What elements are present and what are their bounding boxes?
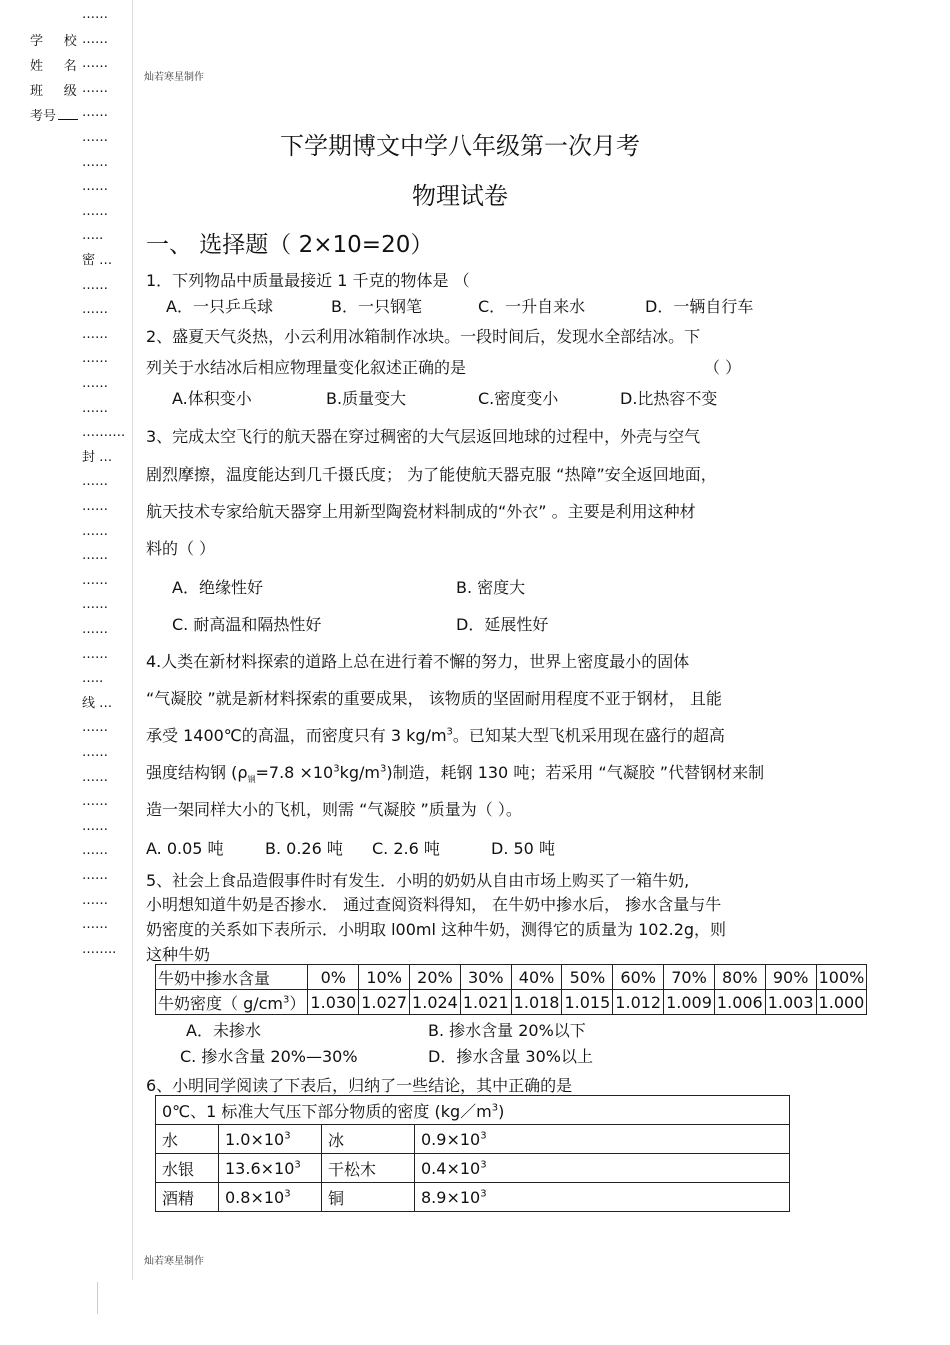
table-header-cell: 牛奶密度（ $g/cm^3$） [156, 990, 308, 1015]
table-cell: 1.000 [816, 990, 867, 1015]
binding-dots: …… [82, 745, 108, 760]
binding-dots: …… [82, 277, 108, 293]
table-row [156, 990, 867, 1015]
table-cell: 50% [562, 965, 613, 990]
q4-line3: 承受 1400℃的高温，而密度只有 3 $kg/m^3$。已知某大型飞机采用现在盛行的超高 [146, 726, 725, 745]
table-cell: $0.8\times 10^3$ [219, 1183, 322, 1212]
binding-dots: 封 … [82, 449, 113, 465]
binding-dots: …… [82, 917, 108, 933]
table-cell: 70% [664, 965, 715, 990]
q1-option-a: A．一只乒乓球 [166, 297, 273, 316]
table-cell: 40% [511, 965, 562, 990]
table-cell: 1.027 [359, 990, 410, 1015]
school-label: 学 校 [30, 34, 77, 49]
binding-dots: …… [82, 326, 108, 342]
binding-dots: …… [82, 720, 108, 736]
table-caption-cell: 0℃、1 标准大气压下部分物质的密度 $(kg/m^3)$ [156, 1096, 790, 1125]
binding-dots: …… [82, 868, 108, 883]
q1-option-d: D．一辆自行车 [645, 297, 754, 316]
binding-dots: …… [82, 548, 108, 564]
q4-line4: 强度结构钢 $(\rho_钢=7.8 \times 10^3kg/m^3)$制造，耗钢 130 吨；若采用 “气凝胶 ”代替钢材来制 [146, 763, 765, 785]
binding-dots: …… [82, 56, 108, 72]
table-cell: 1.009 [664, 990, 715, 1015]
q5-line4: 这种牛奶 [146, 945, 211, 964]
q3-option-c: C. 耐高温和隔热性好 [172, 615, 322, 634]
exam-number-label: 考号 [30, 105, 78, 124]
binding-dots: …… [82, 7, 108, 22]
q5-option-b: B. 掺水含量 20%以下 [428, 1021, 586, 1040]
q4-line1: 4.人类在新材料探索的道路上总在进行着不懈的努力，世界上密度最小的固体 [146, 652, 690, 671]
table-cell: 干松木 [322, 1154, 415, 1183]
table-cell: 水 [156, 1125, 219, 1154]
binding-dots: …… [82, 31, 108, 47]
class-label: 班 级 [30, 84, 77, 99]
q3-option-a: A．绝缘性好 [172, 578, 263, 597]
section-heading: 一、 选择题（ 2×10=20） [146, 232, 434, 258]
table-cell: 1.015 [562, 990, 613, 1015]
binding-dots: …… [82, 302, 108, 318]
binding-dots: …… [82, 80, 108, 96]
q4-option-d: D. 50 吨 [491, 839, 555, 858]
exam-title: 下学期博文中学八年级第一次月考 [280, 132, 640, 160]
table-cell: 冰 [322, 1125, 415, 1154]
table-cell: 酒精 [156, 1183, 219, 1212]
table-cell: 60% [613, 965, 664, 990]
q4-option-b: B. 0.26 吨 [265, 839, 343, 858]
table-cell: $0.9\times 10^3$ [415, 1125, 790, 1154]
table-row [156, 1183, 790, 1212]
q2-option-b: B.质量变大 [326, 389, 407, 408]
q4-option-c: C. 2.6 吨 [372, 839, 440, 858]
q1-option-b: B．一只钢笔 [331, 297, 422, 316]
table-cell: 1.018 [511, 990, 562, 1015]
binding-dots: …… [82, 130, 108, 145]
binding-dots: …… [82, 376, 108, 391]
binding-dots: …… [82, 597, 108, 613]
q2-option-a: A.体积变小 [172, 389, 252, 408]
binding-line-bottom [97, 1282, 98, 1314]
q5-option-c: C. 掺水含量 20%—30% [180, 1047, 358, 1066]
binding-dots: …… [82, 179, 108, 195]
q5-line1: 5、社会上食品造假事件时有发生．小明的奶奶从自由市场上购买了一箱牛奶, [146, 871, 690, 890]
binding-dots: …… [82, 646, 108, 662]
binding-dots: …… [82, 843, 108, 859]
table-cell: 1.003 [765, 990, 816, 1015]
q6-stem: 6、小明同学阅读了下表后，归纳了一些结论，其中正确的是 [146, 1076, 573, 1095]
q4-line2: “气凝胶 ”就是新材料探索的重要成果， 该物质的坚固耐用程度不亚于钢材， 且能 [146, 689, 722, 708]
milk-density-table [155, 964, 867, 1015]
q1-stem: 1．下列物品中质量最接近 1 千克的物体是 （ [146, 271, 470, 290]
q3-line1: 3、完成太空飞行的航天器在穿过稠密的大气层返回地球的过程中，外壳与空气 [146, 427, 701, 446]
table-cell: 1.024 [410, 990, 461, 1015]
table-cell: 水银 [156, 1154, 219, 1183]
table-row [156, 1125, 790, 1154]
watermark-top: 灿若寒星制作 [144, 72, 204, 83]
table-row [156, 965, 867, 990]
q4-line5: 造一架同样大小的飞机，则需 “气凝胶 ”质量为（ ）。 [146, 800, 522, 819]
binding-dots: …… [82, 499, 108, 514]
binding-dots: ….. [82, 671, 104, 687]
binding-dots: 密 … [82, 253, 113, 268]
table-cell: $1.0\times 10^3$ [219, 1125, 322, 1154]
q2-line2: 列关于水结冰后相应物理量变化叙述正确的是 [146, 358, 467, 377]
q5-option-d: D．掺水含量 30%以上 [428, 1047, 593, 1066]
q2-option-d: D.比热容不变 [620, 389, 718, 408]
q2-option-c: C.密度变小 [478, 389, 559, 408]
table-cell: 1.006 [714, 990, 765, 1015]
binding-dots: …… [82, 572, 108, 588]
binding-dots: …… [82, 351, 108, 367]
binding-dots: …… [82, 400, 108, 416]
binding-dots: …… [82, 474, 108, 490]
watermark-bottom: 灿若寒星制作 [144, 1256, 204, 1267]
table-header-cell: 牛奶中掺水含量 [156, 965, 308, 990]
name-label: 姓 名 [30, 59, 77, 74]
exam-subtitle: 物理试卷 [412, 182, 508, 210]
binding-dots: …… [82, 523, 108, 539]
table-cell: 30% [460, 965, 511, 990]
q5-option-a: A．未掺水 [186, 1021, 261, 1040]
table-cell: 1.021 [460, 990, 511, 1015]
binding-dots: 线 … [82, 695, 113, 711]
q2-answer-paren: （ ） [704, 358, 742, 377]
q5-line2: 小明想知道牛奶是否掺水． 通过查阅资料得知， 在牛奶中掺水后， 掺水含量与牛 [146, 895, 722, 914]
table-cell: 铜 [322, 1183, 415, 1212]
q5-line3: 奶密度的关系如下表所示．小明取 l00ml 这种牛奶，测得它的质量为 102.2g，则 [146, 920, 727, 939]
table-cell: 1.012 [613, 990, 664, 1015]
q3-line3: 航天技术专家给航天器穿上用新型陶瓷材料制成的“外衣” 。主要是利用这种材 [146, 502, 696, 521]
binding-dots: …… [82, 203, 108, 219]
q3-option-b: B. 密度大 [456, 578, 526, 597]
binding-dots: ….. [82, 228, 104, 244]
table-cell: $0.4\times 10^3$ [415, 1154, 790, 1183]
binding-dots: …… [82, 622, 108, 637]
binding-dots: …… [82, 769, 108, 785]
q2-line1: 2、盛夏天气炎热，小云利用冰箱制作冰块。一段时间后，发现水全部结冰。下 [146, 327, 701, 346]
table-cell: 20% [410, 965, 461, 990]
binding-dots: ………. [82, 425, 126, 441]
q3-line2: 剧烈摩擦，温度能达到几千摄氏度； 为了能使航天器克服 “热障”安全返回地面， [146, 465, 717, 484]
table-cell: 100% [816, 965, 867, 990]
q4-option-a: A. 0.05 吨 [146, 839, 224, 858]
substance-density-table [155, 1095, 790, 1212]
binding-dots: …… [82, 154, 108, 170]
table-cell: 10% [359, 965, 410, 990]
table-row [156, 1154, 790, 1183]
table-cell: 80% [714, 965, 765, 990]
q1-option-c: C．一升自来水 [478, 297, 586, 316]
table-row [156, 1096, 790, 1125]
table-cell: 0% [308, 965, 359, 990]
binding-dots: …… [82, 105, 108, 121]
q3-option-d: D．延展性好 [456, 615, 549, 634]
binding-dots: …… [82, 794, 108, 810]
table-cell: $13.6\times 10^3$ [219, 1154, 322, 1183]
table-cell: 1.030 [308, 990, 359, 1015]
q3-line4: 料的（ ） [146, 539, 216, 558]
binding-dots: …… [82, 892, 108, 908]
binding-dots: …… [82, 818, 108, 834]
table-cell: $8.9\times 10^3$ [415, 1183, 790, 1212]
table-cell: 90% [765, 965, 816, 990]
binding-dots: …….. [82, 941, 117, 957]
